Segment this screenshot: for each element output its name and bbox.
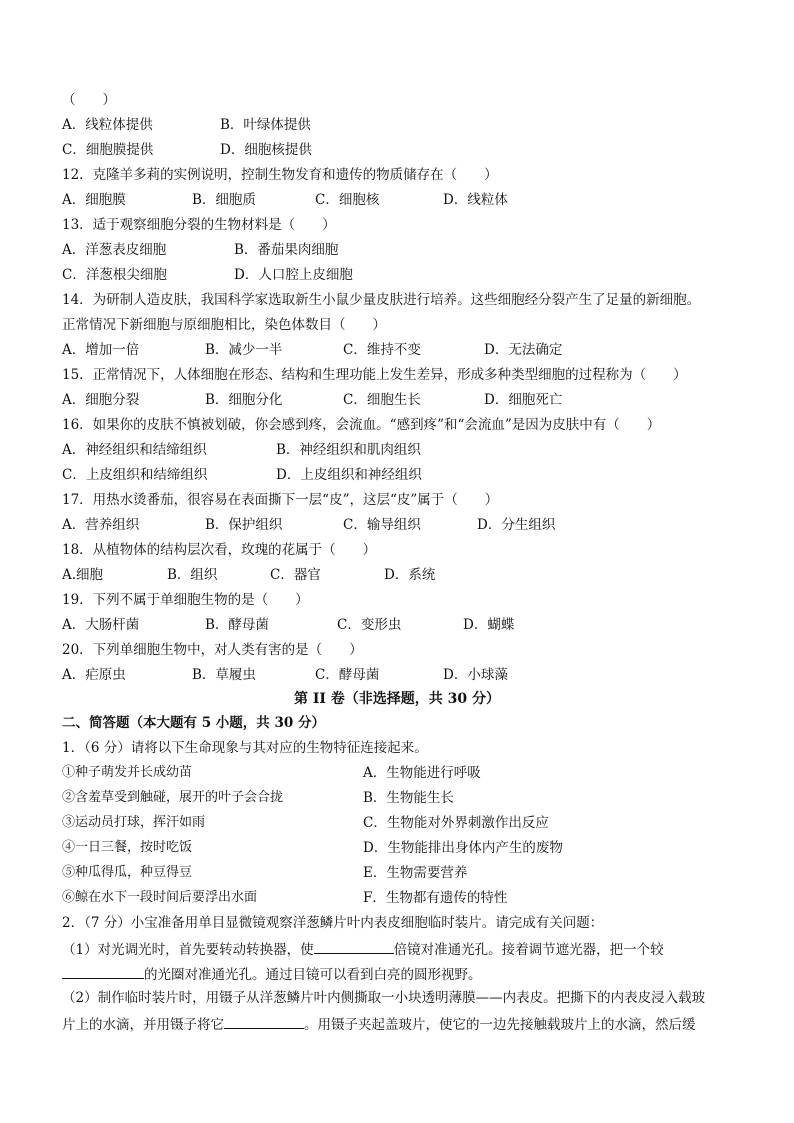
option-c: C．器官: [270, 567, 321, 583]
question-14-stem: 14．为研制人造皮肤，我国科学家选取新生小鼠少量皮肤进行培养。这些细胞经分裂产生了足量的新细胞。: [62, 292, 701, 308]
text-segment: 片上的水滴，并用镊子将它: [62, 1017, 224, 1033]
option-c: C．维持不变: [343, 342, 421, 358]
option-a: A.细胞: [62, 567, 104, 583]
question-12-stem: 12．克隆羊多莉的实例说明，控制生物发育和遗传的物质储存在（ ）: [62, 167, 498, 183]
question-15-stem: 15．正常情况下，人体细胞在形态、结构和生理功能上发生差异，形成多种类型细胞的过程称为（ ）: [62, 367, 687, 383]
option-c: C．变形虫: [337, 617, 402, 633]
option-b: B．酵母菌: [205, 617, 269, 633]
option-d: D．细胞死亡: [484, 392, 563, 408]
short-answer-2-part-1-continued: [62, 964, 482, 984]
option-c: C．细胞膜提供: [62, 142, 154, 158]
characteristic-item: B．生物能生长: [363, 790, 454, 806]
option-c: C．酵母菌: [315, 667, 380, 683]
option-a: A．疟原虫: [62, 667, 126, 683]
answer-blank[interactable]: [224, 1014, 304, 1029]
question-19-stem: 19．下列不属于单细胞生物的是（ ）: [62, 592, 309, 608]
option-c: C．洋葱根尖细胞: [62, 267, 167, 283]
answer-blank[interactable]: [62, 964, 144, 979]
text-segment: 倍镜对准通光孔。接着调节遮光器，把一个较: [393, 942, 664, 958]
question-14-stem-continued: 正常情况下新细胞与原细胞相比，染色体数目（ ）: [62, 317, 386, 333]
question-16-stem: 16．如果你的皮肤不慎被划破，你会感到疼，会流血。“感到疼”和“会流血”是因为皮肤中有（ ）: [62, 417, 661, 433]
phenomenon-item: ④一日三餐，按时吃饭: [62, 840, 193, 855]
phenomenon-item: ①种子萌发并长成幼苗: [62, 765, 193, 780]
phenomenon-item: ⑥鲸在水下一段时间后要浮出水面: [62, 890, 258, 905]
option-b: B．减少一半: [205, 342, 283, 358]
phenomenon-item: ②含羞草受到触碰，展开的叶子会合拢: [62, 790, 284, 805]
characteristic-item: F．生物都有遗传的特性: [363, 890, 508, 906]
option-b: B．细胞质: [192, 192, 256, 208]
short-answer-2-stem: 2．（7 分）小宝准备用单目显微镜观察洋葱鳞片叶内表皮细胞临时装片。请完成有关问题：: [62, 915, 604, 931]
option-c: C．输导组织: [343, 517, 421, 533]
short-answer-2-part-1: [62, 939, 664, 959]
question-13-stem: 13．适于观察细胞分裂的生物材料是（ ）: [62, 217, 336, 233]
option-c: C．上皮组织和结缔组织: [62, 467, 208, 483]
option-c: C．细胞生长: [343, 392, 421, 408]
option-a: A．线粒体提供: [62, 117, 153, 133]
answer-blank[interactable]: [314, 939, 394, 954]
option-a: A．营养组织: [62, 517, 140, 533]
option-a: A．洋葱表皮细胞: [62, 242, 167, 258]
option-b: B．细胞分化: [205, 392, 283, 408]
section-heading: 二、简答题（本大题有 5 小题，共 30 分）: [62, 715, 325, 731]
option-b: B．草履虫: [192, 667, 256, 683]
option-a: A．细胞膜: [62, 192, 126, 208]
option-d: D．分生组织: [477, 517, 556, 533]
characteristic-item: E．生物需要营养: [363, 865, 468, 881]
phenomenon-item: ⑤种瓜得瓜，种豆得豆: [62, 865, 193, 880]
option-a: A．细胞分裂: [62, 392, 140, 408]
option-d: D．细胞核提供: [220, 142, 312, 158]
option-d: D．无法确定: [484, 342, 563, 358]
option-d: D．上皮组织和神经组织: [276, 467, 422, 483]
option-b: B．组织: [167, 567, 218, 583]
option-d: D．小球藻: [443, 667, 508, 683]
characteristic-item: A．生物能进行呼吸: [363, 765, 481, 781]
text-segment: （1）对光调光时，首先要转动转换器，使: [62, 942, 314, 958]
option-a: A．增加一倍: [62, 342, 140, 358]
short-answer-2-part-2-continued: [62, 1014, 696, 1034]
text-segment: 的光圈对准通光孔。通过目镜可以看到白亮的圆形视野。: [144, 967, 482, 983]
option-d: D．蝴蝶: [463, 617, 515, 633]
option-d: D．线粒体: [443, 192, 508, 208]
option-d: D．人口腔上皮细胞: [234, 267, 353, 283]
option-b: B．番茄果肉细胞: [234, 242, 339, 258]
option-b: B．神经组织和肌肉组织: [276, 442, 421, 458]
option-a: A．神经组织和结缔组织: [62, 442, 207, 458]
option-c: C．细胞核: [315, 192, 380, 208]
option-a: A．大肠杆菌: [62, 617, 140, 633]
option-b: B．保护组织: [205, 517, 283, 533]
part-2-title: 第 II 卷（非选择题，共 30 分）: [293, 691, 501, 707]
characteristic-item: D．生物能排出身体内产生的废物: [363, 840, 563, 856]
characteristic-item: C．生物能对外界刺激作出反应: [363, 815, 549, 831]
option-d: D．系统: [384, 567, 436, 583]
option-b: B．叶绿体提供: [220, 117, 311, 133]
phenomenon-item: ③运动员打球，挥汗如雨: [62, 815, 206, 830]
short-answer-2-part-2: （2）制作临时装片时，用镊子从洋葱鳞片叶内侧撕取一小块透明薄膜——内表皮。把撕下的内表皮浸入载玻: [62, 990, 706, 1006]
question-11-stem: （ ）: [62, 92, 116, 108]
question-17-stem: 17．用热水烫番茄，很容易在表面撕下一层“皮”，这层“皮”属于（ ）: [62, 492, 499, 508]
text-segment: 。用镊子夹起盖玻片，使它的一边先接触载玻片上的水滴，然后缓: [304, 1017, 696, 1033]
question-20-stem: 20．下列单细胞生物中，对人类有害的是（ ）: [62, 642, 363, 658]
short-answer-1-stem: 1．（6 分）请将以下生命现象与其对应的生物特征连接起来。: [62, 740, 428, 756]
question-18-stem: 18．从植物体的结构层次看，玫瑰的花属于（ ）: [62, 542, 377, 558]
